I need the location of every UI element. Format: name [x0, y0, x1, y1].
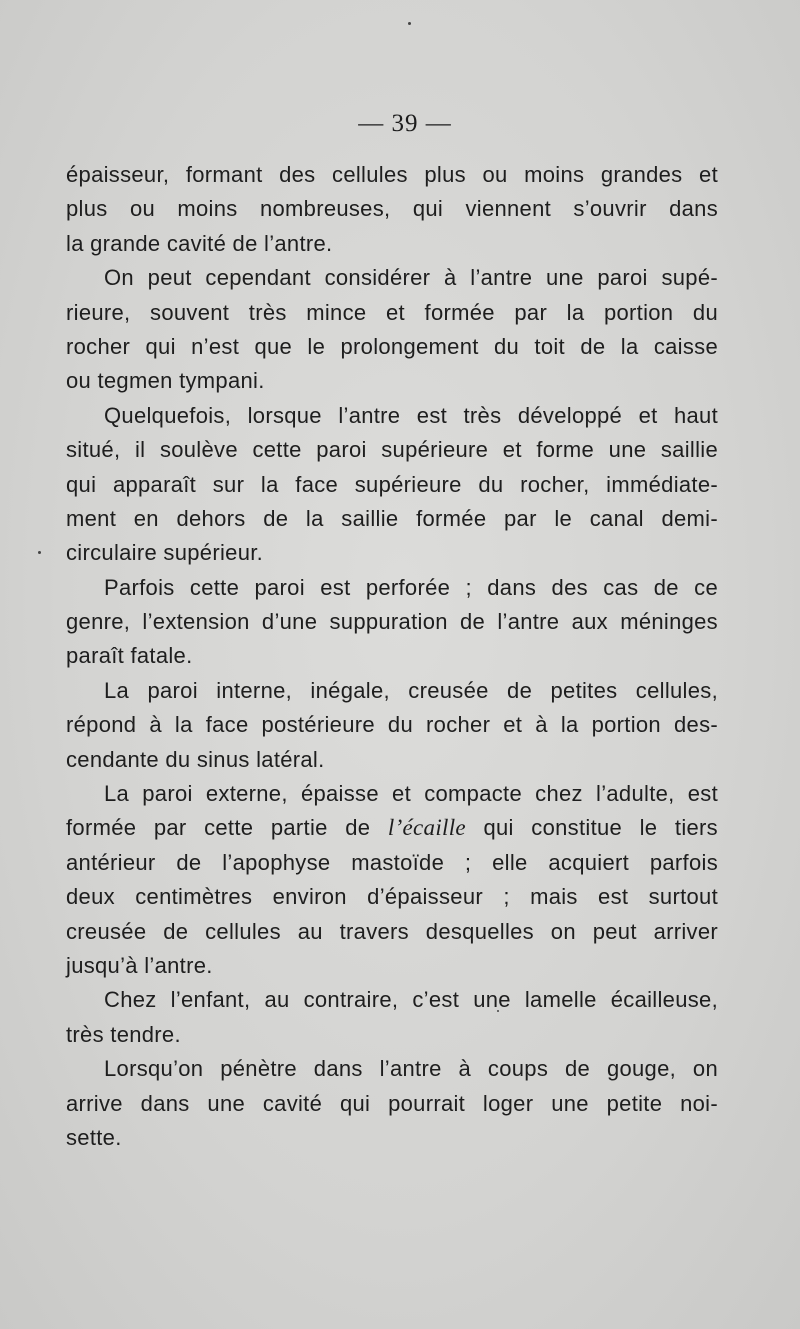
text-line: deux centimètres environ d’épaisseur ; mais est surtout [66, 884, 718, 910]
body-text [66, 158, 718, 1155]
text-line-with-italic [66, 811, 718, 845]
text-line: la grande cavité de l’antre. [66, 230, 333, 256]
text-line: qui apparaît sur la face supérieure du rocher, immédiate- [66, 471, 718, 497]
text-segment: qui constitue le tiers [483, 815, 718, 841]
text-line: Lorsqu’on pénètre dans l’antre à coups de gouge, on [104, 1056, 718, 1082]
paragraph [66, 571, 718, 674]
speck [408, 22, 411, 25]
text-line: La paroi externe, épaisse et compacte chez l’adulte, est [104, 781, 718, 807]
speck [38, 551, 41, 554]
text-line: situé, il soulève cette paroi supérieure et forme une saillie [66, 437, 718, 463]
text-segment: formée par cette partie de [66, 815, 371, 841]
text-line: antérieur de l’apophyse mastoïde ; elle acquiert parfois [66, 849, 718, 875]
text-line: ment en dehors de la saillie formée par le canal demi- [66, 505, 718, 531]
paragraph [66, 1052, 718, 1155]
paragraph [66, 158, 718, 261]
text-line: cendante du sinus latéral. [66, 746, 325, 772]
italic-term: l’écaille [387, 815, 466, 841]
text-line: sette. [66, 1124, 122, 1150]
text-line: paraît fatale. [66, 643, 193, 669]
paragraph [66, 674, 718, 777]
text-line: creusée de cellules au travers desquelles on peut arriver [66, 918, 718, 944]
text-line: épaisseur, formant des cellules plus ou moins grandes et [66, 162, 718, 187]
text-line: jusqu’à l’antre. [66, 952, 213, 978]
text-line: circulaire supérieur. [66, 540, 264, 566]
paragraph [66, 261, 718, 399]
paragraph [66, 399, 718, 571]
text-line: Chez l’enfant, au contraire, c’est une lamelle écailleuse, [104, 987, 718, 1013]
text-line: On peut cependant considérer à l’antre une paroi supé- [104, 265, 718, 291]
text-line: rocher qui n’est que le prolongement du toit de la caisse [66, 333, 718, 359]
paragraph [66, 777, 718, 983]
page-number: — 39 — [358, 110, 452, 137]
text-line: répond à la face postérieure du rocher et à la portion des- [66, 712, 718, 738]
text-line: arrive dans une cavité qui pourrait loger une petite noi- [66, 1090, 718, 1116]
text-line: La paroi interne, inégale, creusée de petites cellules, [104, 677, 718, 703]
text-line: rieure, souvent très mince et formée par la portion du [66, 299, 718, 325]
text-line: très tendre. [66, 1021, 181, 1047]
paragraph [66, 983, 718, 1052]
text-line: genre, l’extension d’une suppuration de l’antre aux méninges [66, 609, 718, 635]
text-line: ou tegmen tympani. [66, 368, 265, 394]
text-line: plus ou moins nombreuses, qui viennent s’ouvrir dans [66, 196, 718, 222]
text-line: Parfois cette paroi est perforée ; dans des cas de ce [104, 574, 718, 600]
text-line: Quelquefois, lorsque l’antre est très développé et haut [104, 402, 718, 428]
